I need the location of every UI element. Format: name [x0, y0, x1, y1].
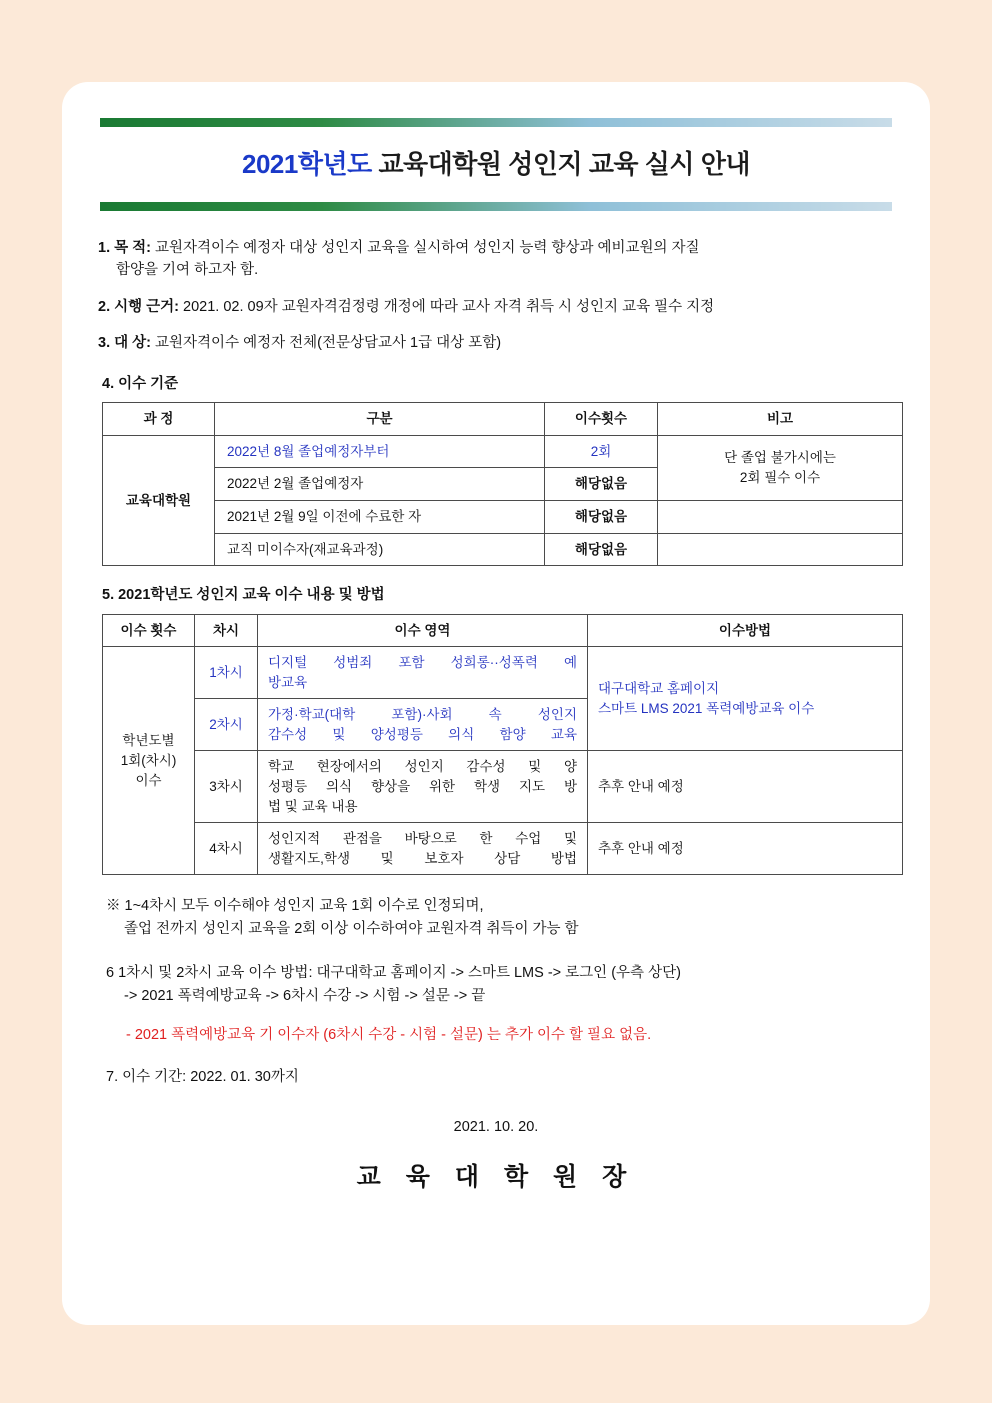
course-area-3-line3: 법 및 교육 내용 [268, 798, 358, 814]
course-table [102, 614, 903, 876]
course-method-4: 추후 안내 예정 [588, 823, 903, 875]
course-method-merged-line2: 스마트 LMS 2021 폭력예방교육 이수 [598, 700, 815, 716]
section-1-text: 교원자격이수 예정자 대상 성인지 교육을 실시하여 성인지 능력 향상과 예비교원의 자질 [151, 240, 700, 256]
section-5-heading: 5. 2021학년도 성인지 교육 이수 내용 및 방법 [102, 587, 385, 604]
criteria-note-line1: 단 졸업 불가시에는 [724, 450, 836, 466]
criteria-course-cell: 교육대학원 [103, 435, 215, 565]
course-area-1-line2: 방교육 [268, 674, 308, 690]
course-chasi-4: 4차시 [195, 823, 258, 875]
criteria-note-empty-2 [658, 533, 903, 566]
note-period: 7. 이수 기간: 2022. 01. 30까지 [106, 1069, 299, 1086]
course-method-3: 추후 안내 예정 [588, 751, 903, 823]
criteria-count-1: 2회 [545, 435, 658, 468]
document-page [62, 82, 930, 1325]
course-area-3-line2: 성평등 의식 향상을 위한 학생 지도 방 [268, 779, 577, 794]
section-3 [98, 332, 894, 354]
page-title-rest: 교육대학원 성인지 교육 실시 안내 [371, 149, 750, 179]
title-bottom-rule [100, 202, 892, 211]
criteria-header-note: 비고 [658, 403, 903, 436]
note-method-line2: -> 2021 폭력예방교육 -> 6차시 수강 -> 시험 -> 설문 -> 끝 [124, 987, 486, 1004]
course-header-area: 이수 영역 [258, 614, 588, 647]
document-inner [62, 82, 930, 1197]
criteria-count-4: 해당없음 [545, 533, 658, 566]
section-4-heading: 4. 이수 기준 [102, 375, 179, 392]
course-area-2 [258, 699, 588, 751]
course-header-method: 이수방법 [588, 614, 903, 647]
course-count-line2: 1회(차시) [120, 752, 177, 768]
course-area-3-line1: 학교 현장에서의 성인지 감수성 및 양 [268, 759, 577, 775]
criteria-count-2: 해당없음 [545, 468, 658, 501]
course-area-4-line2: 생활지도,학생 및 보호자 상담 방법 [268, 850, 577, 866]
section-3-label: 3. 대 상: [98, 335, 151, 352]
course-chasi-3: 3차시 [195, 751, 258, 823]
section-3-text: 교원자격이수 예정자 전체(전문상담교사 1급 대상 포함) [151, 335, 502, 352]
section-1 [98, 237, 894, 282]
criteria-header-count: 이수횟수 [545, 403, 658, 436]
criteria-note-line2: 2회 필수 이수 [739, 469, 821, 485]
title-top-rule [100, 118, 892, 127]
page-title-text [242, 149, 750, 179]
table-row [103, 823, 903, 875]
course-count-line1: 학년도별 [122, 733, 175, 749]
table-header-row [103, 614, 903, 647]
criteria-gubun-2: 2022년 2월 졸업예정자 [215, 468, 545, 501]
course-header-count: 이수 횟수 [103, 614, 195, 647]
note-method [106, 962, 894, 1008]
criteria-gubun-3: 2021년 2월 9일 이전에 수료한 자 [215, 501, 545, 534]
course-area-2-line2: 감수성 및 양성평등 의식 함양 교육 [268, 726, 577, 742]
table-row [103, 435, 903, 468]
criteria-header-gubun: 구분 [215, 403, 545, 436]
course-area-4 [258, 823, 588, 875]
course-method-merged-line1: 대구대학교 홈페이지 [598, 681, 720, 697]
criteria-gubun-1: 2022년 8월 졸업예정자부터 [215, 435, 545, 468]
course-area-2-line1: 가정·학교(대학 포함)·사회 속 성인지 [268, 707, 577, 723]
note-completion-line2: 졸업 전까지 성인지 교육을 2회 이상 이수하여야 교원자격 취득이 가능 함 [124, 921, 579, 938]
note-exempt: - 2021 폭력예방교육 기 이수자 (6차시 수강 - 시험 - 설문) 는 추가 이수 할 필요 없음. [126, 1027, 652, 1043]
criteria-gubun-4: 교직 미이수자(재교육과정) [215, 533, 545, 566]
course-area-4-line1: 성인지적 관점을 바탕으로 한 수업 및 [268, 831, 577, 847]
course-chasi-1: 1차시 [195, 647, 258, 699]
criteria-count-3: 해당없음 [545, 501, 658, 534]
criteria-header-course: 과 정 [103, 403, 215, 436]
note-completion-line1: ※ 1~4차시 모두 이수해야 성인지 교육 1회 이수로 인정되며, [106, 898, 484, 915]
criteria-note-cell [658, 435, 903, 500]
table-header-row [103, 403, 903, 436]
course-area-3 [258, 751, 588, 823]
signature-name: 교 육 대 학 원 장 [356, 1163, 636, 1192]
criteria-note-empty-1 [658, 501, 903, 534]
section-2-text: 2021. 02. 09자 교원자격검정령 개정에 따라 교사 자격 취득 시 성인지 교육 필수 지정 [179, 298, 715, 315]
section-2 [98, 296, 894, 318]
table-row [103, 647, 903, 699]
note-completion [106, 895, 894, 941]
course-chasi-2: 2차시 [195, 699, 258, 751]
course-count-line3: 이수 [135, 772, 162, 788]
signature-date: 2021. 10. 20. [453, 1118, 539, 1135]
course-area-1 [258, 647, 588, 699]
course-count-cell [103, 647, 195, 875]
table-row [103, 751, 903, 823]
page-title [94, 127, 898, 195]
note-method-line1: 6 1차시 및 2차시 교육 이수 방법: 대구대학교 홈페이지 -> 스마트 LMS -> 로그인 (우측 상단) [106, 964, 681, 981]
table-row [103, 501, 903, 534]
section-1-label: 1. 목 적: [98, 240, 151, 256]
document-body [94, 237, 898, 1197]
course-method-merged [588, 647, 903, 751]
page-title-highlight: 2021학년도 [242, 149, 372, 179]
criteria-table [102, 402, 903, 566]
table-row [103, 533, 903, 566]
section-2-label: 2. 시행 근거: [98, 298, 180, 315]
course-header-chasi: 차시 [195, 614, 258, 647]
section-1-text-line2: 함양을 기여 하고자 함. [116, 262, 259, 279]
course-area-1-line1: 디지털 성범죄 포함 성희롱··성폭력 예 [268, 655, 577, 671]
